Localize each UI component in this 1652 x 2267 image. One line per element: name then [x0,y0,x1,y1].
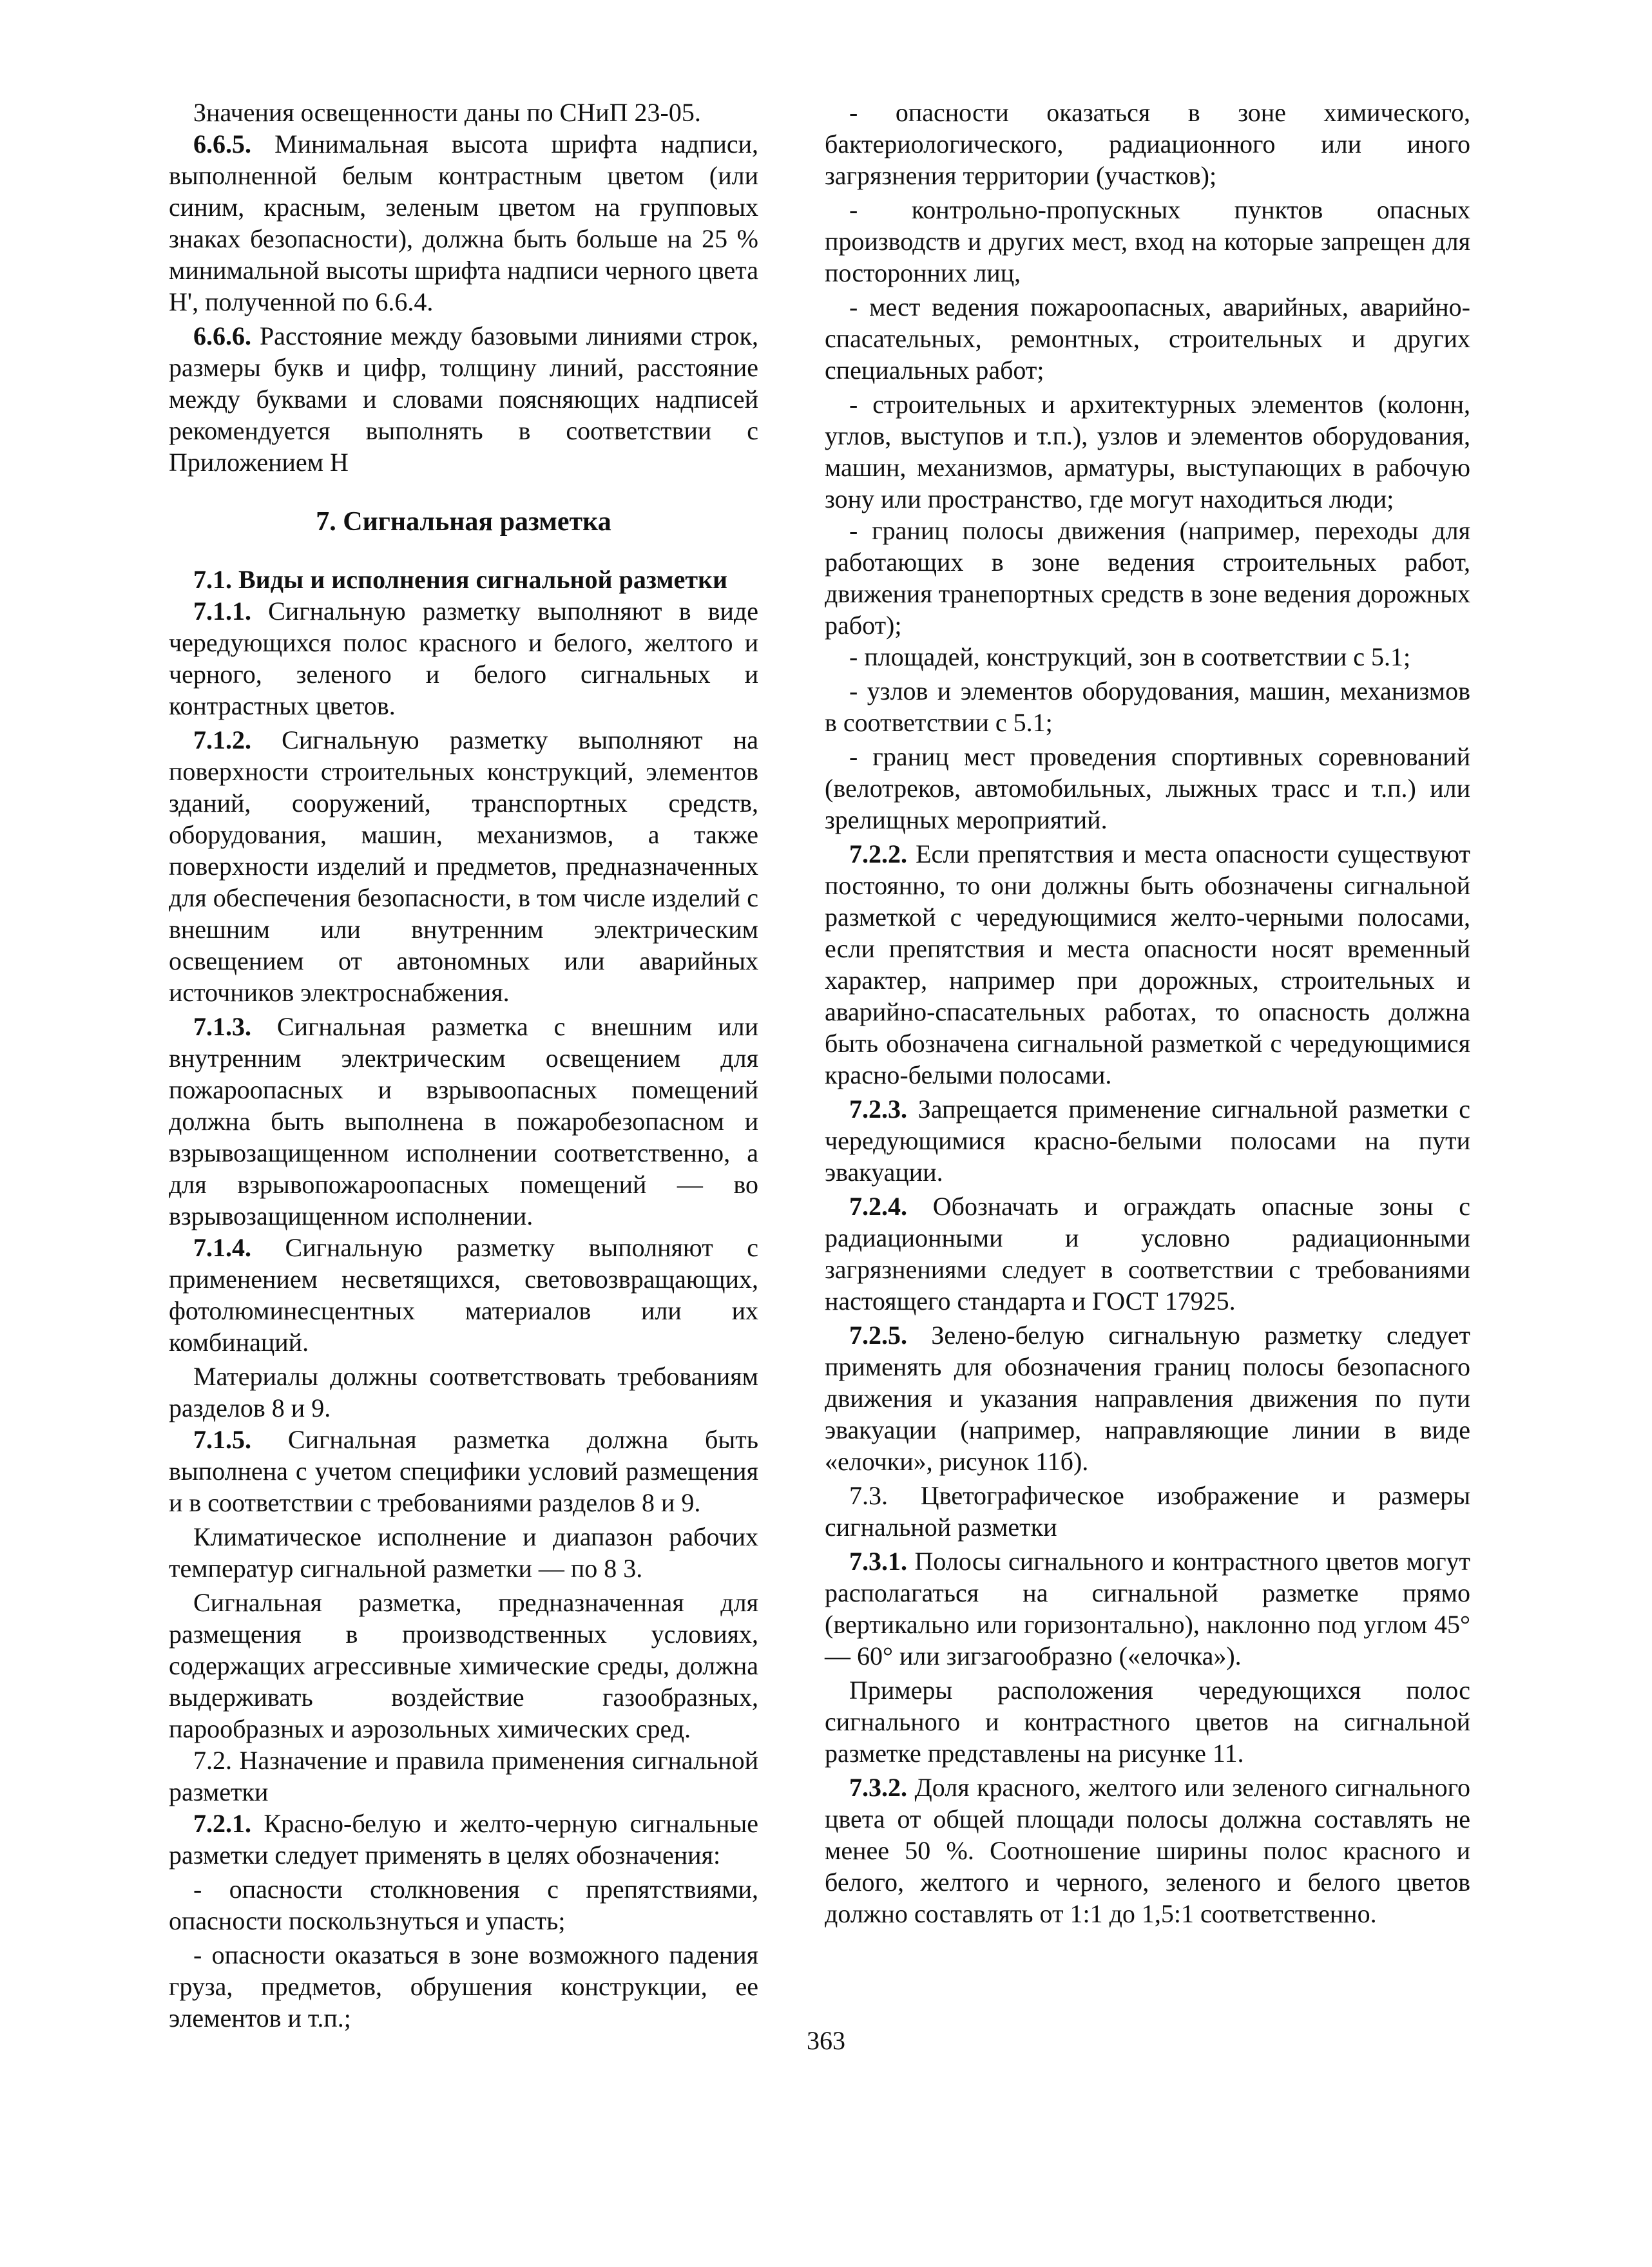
clause-number: 6.6.6. [193,321,251,350]
list-item-elements: - строительных и архитектурных элементов (колонн, углов, выступов и т.п.), узлов и элементов оборудования, машин, механизмов, арматуры, выступающих в рабочую зону или пространство, где могут находиться люди; [825,390,1470,513]
paragraph-materials: Материалы должны соответствовать требованиям разделов 8 и 9. [169,1362,758,1422]
paragraph-examples: Примеры расположения чередующихся полос сигнального и контрастного цветов на сигнальной разметке представлены на рисунке 11. [825,1676,1470,1768]
clause-number: 7.1.5. [193,1425,251,1454]
paragraph-7-1-3: 7.1.3. Сигнальная разметка с внешним или внутренним электрическим освещением для пожароопасных и взрывоопасных помещений должна быть выполнена в пожаробезопасном и взрывозащищенном исполнении соответственно, а для взрывопожароопасных помещений — во взрывозащищенном исполнении. [169,1012,758,1230]
clause-number: 7.2.1. [193,1809,251,1838]
paragraph-climate: Климатическое исполнение и диапазон рабочих температур сигнальной разметки — по 8 3. [169,1522,758,1583]
paragraph-7-2-5: 7.2.5. Зелено-белую сигнальную разметку следует применять для обозначения границ полосы безопасного движения и указания направления движения по пути эвакуации (например, направляющие линии в виде «елочки», рисунок 11б). [825,1321,1470,1476]
paragraph-7-1-1: 7.1.1. Сигнальную разметку выполняют в виде чередующихся полос красного и белого, желтого и черного, зеленого и белого сигнальных и контрастных цветов. [169,597,759,720]
paragraph-7-2-2: 7.2.2. Если препятствия и места опасности существуют постоянно, то они должны быть обозначены сигнальной разметкой с чередующимися желто-черными полосами, если препятствия и места опасности носят временный характер, например при дорожных, строительных и аварийно-спасательных работах, то опасность должна быть обозначена сигнальной разметкой с чередующимися красно-белыми полосами. [825,839,1471,1089]
list-item-checkpoints: - контрольно-пропускных пунктов опасных производств и других мест, вход на которые запрещен для посторонних лиц, [825,195,1470,287]
list-item-sports: - границ мест проведения спортивных соревнований (велотреков, автомобильных, лыжных трасс и т.п.) или зрелищных мероприятий. [825,742,1470,834]
clause-number: 7.1.4. [193,1233,251,1262]
paragraph-7-3-1: 7.3.1. Полосы сигнального и контрастного цветов могут располагаться на сигнальной разметке прямо (вертикально или горизонтально), наклонно под углом 45° — 60° или зигзагообразно («елочка»). [825,1547,1471,1670]
clause-number: 7.1.3. [193,1012,251,1041]
section-7-2-title: 7.2. Назначение и правила применения сигнальной разметки [169,1746,758,1806]
list-item-lanes: - границ полосы движения (например, переходы для работающих в зоне ведения строительных работ, движения транепортных средств в зоне ведения дорожных работ); [825,516,1470,640]
clause-number: 6.6.5. [193,129,251,158]
clause-number: 7.3.1. [849,1547,907,1576]
paragraph-7-2-4: 7.2.4. Обозначать и ограждать опасные зоны с радиационными и условно радиационными загрязнениями следует в соответствии с требованиями настоящего стандарта и ГОСТ 17925. [825,1192,1471,1315]
clause-number: 7.2.5. [849,1321,907,1350]
clause-number: 7.1.1. [193,597,251,626]
clause-number: 7.1.2. [193,725,251,754]
clause-number: 7.3.2. [849,1773,907,1802]
page-number: 363 [807,2026,845,2055]
paragraph-7-3-2: 7.3.2. Доля красного, желтого или зеленого сигнального цвета от общей площади полосы должна составлять не менее 50 %. Соотношение ширины полос красного и белого, желтого и черного, зеленого и белого цветов должно составлять от 1:1 до 1,5:1 соответственно. [825,1773,1470,1928]
list-item-falling-load: - опасности оказаться в зоне возможного падения груза, предметов, обрушения конструкции, ее элементов и т.п.; [169,1940,758,2033]
list-item-areas: - площадей, конструкций, зон в соответствии с 5.1; [849,642,1411,671]
paragraph-7-2-3: 7.2.3. Запрещается применение сигнальной разметки с чередующимися красно-белыми полосами на пути эвакуации. [825,1095,1471,1187]
list-item-nodes: - узлов и элементов оборудования, машин, механизмов в соответствии с 5.1; [825,676,1470,737]
list-item-contamination: - опасности оказаться в зоне химического, бактериологического, радиационного или иного загрязнения территории (участков); [825,98,1470,190]
clause-number: 7.2.3. [849,1095,907,1124]
paragraph-6-6-6: 6.6.6. Расстояние между базовыми линиями строк, размеры букв и цифр, толщину линий, расстояние между буквами и словами поясняющих надписей рекомендуется выполнять в соответствии с Приложением Н [169,321,758,477]
clause-number: 7.2.4. [849,1192,907,1221]
section-7-1-title: 7.1. Виды и исполнения сигнальной разметки [193,565,728,594]
list-item-collision: - опасности столкновения с препятствиями, опасности поскользнуться и упасть; [169,1875,758,1935]
paragraph-aggressive-media: Сигнальная разметка, предназначенная для размещения в производственных условиях, содержащих агрессивные химические среды, должна выдерживать воздействие газообразных, парообразных и аэрозольных химических сред. [169,1588,758,1743]
section-7-3-title: 7.3. Цветографическое изображение и размеры сигнальной разметки [825,1481,1470,1542]
paragraph-6-6-5: 6.6.5. Минимальная высота шрифта надписи, выполненной белым контрастным цветом (или синим, красным, зеленым цветом на групповых знаках безопасности), должна быть больше на 25 % минимальной высоты шрифта надписи черного цвета H', полученной по 6.6.4. [169,129,759,316]
list-item-works: - мест ведения пожароопасных, аварийных, аварийно-спасательных, ремонтных, строительных и других специальных работ; [825,292,1470,385]
paragraph-7-1-5: 7.1.5. Сигнальная разметка должна быть выполнена с учетом специфики условий размещения и в соответствии с требованиями разделов 8 и 9. [169,1425,759,1517]
right-column [825,97,1470,1929]
paragraph-snip-reference: Значения освещенности даны по СНиП 23-05. [193,98,701,127]
left-column [169,97,758,2034]
paragraph-7-1-2: 7.1.2. Сигнальную разметку выполняют на поверхности строительных конструкций, элементов зданий, сооружений, транспортных средств, оборудования, машин, механизмов, а также поверхности изделий и предметов, предназначенных для обеспечения безопасности, в том числе изделий с внешним или внутренним электрическим освещением от автономных или аварийных источников электроснабжения. [169,725,758,1007]
paragraph-7-1-4: 7.1.4. Сигнальную разметку выполняют с применением несветящихся, световозвращающих, фотолюминесцентных материалов или их комбинаций. [169,1233,758,1357]
chapter-title: 7. Сигнальная разметка [316,507,611,537]
paragraph-7-2-1: 7.2.1. Красно-белую и желто-черную сигнальные разметки следует применять в целях обозначения: [169,1809,758,1870]
clause-number: 7.2.2. [849,839,907,868]
